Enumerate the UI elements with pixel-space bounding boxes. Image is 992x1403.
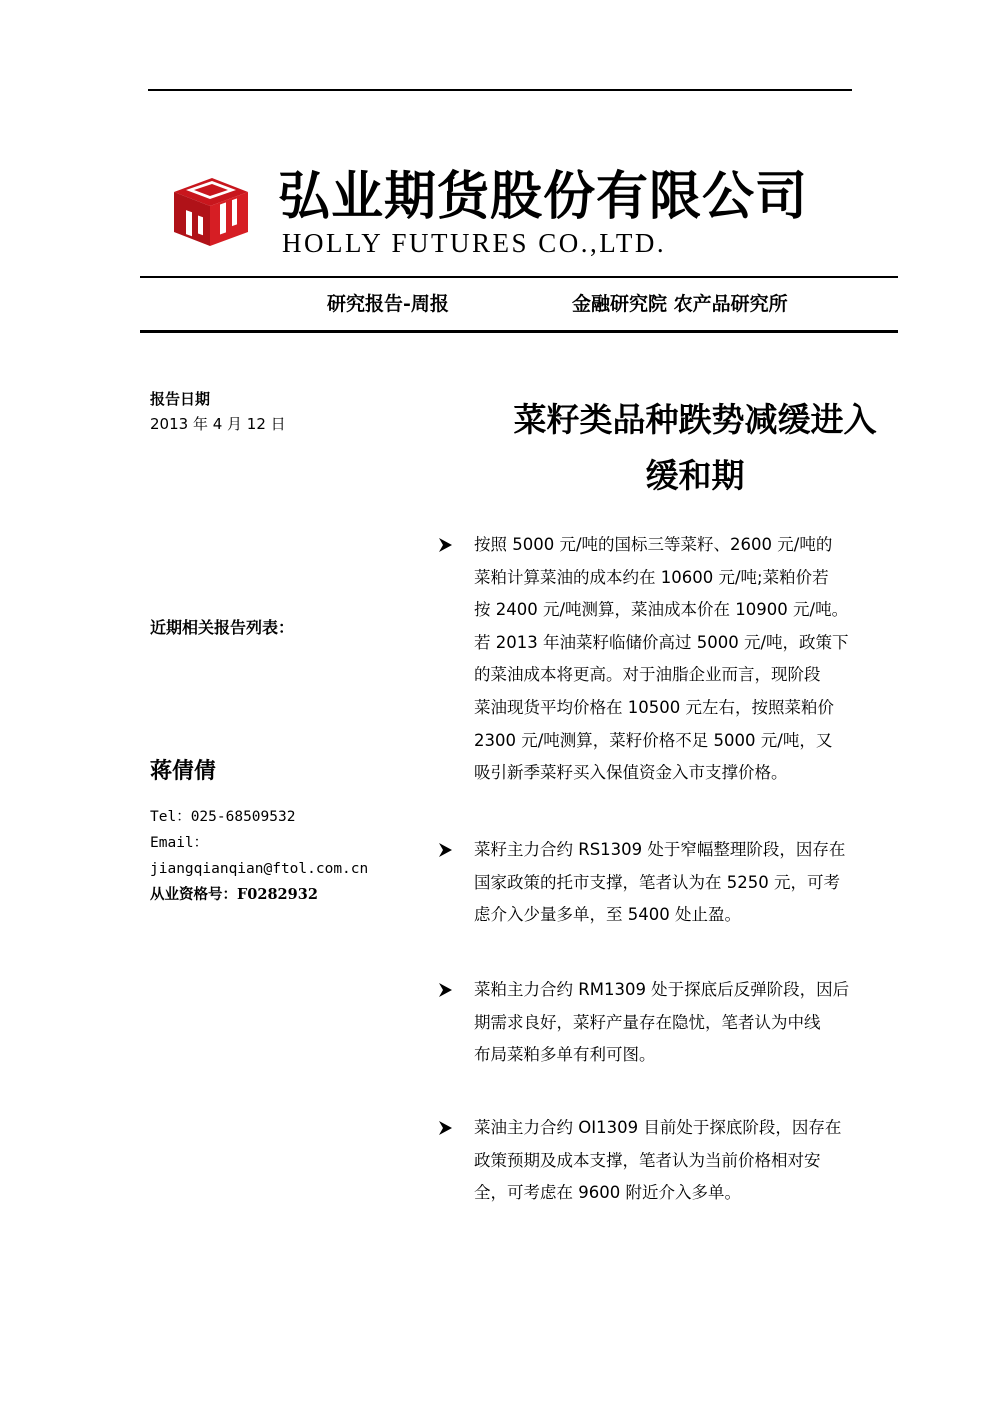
bullet-line: 按 2400 元/吨测算，菜油成本价在 10900 元/吨。 <box>474 600 849 620</box>
bullet-line: 菜油主力合约 OI1309 目前处于探底阶段，因存在 <box>474 1118 842 1137</box>
bullet-line: 虑介入少量多单，至 5400 处止盈。 <box>474 905 741 925</box>
bullet-item <box>436 529 898 791</box>
report-date: 2013 年 4 月 12 日 <box>150 415 286 433</box>
arrow-bullet-icon <box>436 1119 454 1137</box>
header-rule <box>148 89 852 91</box>
arrow-bullet-icon <box>436 536 454 554</box>
bullet-line: 政策预期及成本支撑，笔者认为当前价格相对安 <box>474 1150 821 1170</box>
related-reports-label: 近期相关报告列表： <box>150 618 295 637</box>
author-name: 蒋倩倩 <box>150 758 217 784</box>
bullet-item <box>436 1112 898 1212</box>
bullet-line: 菜粕计算菜油的成本约在 10600 元/吨;菜粕价若 <box>474 567 829 587</box>
tel: Tel：025-68509532 <box>150 809 296 825</box>
bullet-line: 吸引新季菜籽买入保值资金入市支撑价格。 <box>474 763 788 783</box>
band-rule-top <box>140 276 898 278</box>
report-title-line: 菜籽类品种跌势减缓进入 <box>513 400 877 439</box>
company-name-en: HOLLY FUTURES CO.,LTD. <box>282 228 667 258</box>
report-date-label: 报告日期 <box>150 390 211 408</box>
report-type: 研究报告-周报 <box>327 293 449 315</box>
bullet-item <box>436 834 898 934</box>
bullet-line: 布局菜粕多单有利可图。 <box>474 1045 656 1065</box>
license-number: 从业资格号：F0282932 <box>150 886 318 903</box>
bullet-line: 全，可考虑在 9600 附近介入多单。 <box>474 1183 741 1203</box>
arrow-bullet-icon <box>436 841 454 859</box>
contact-info <box>150 804 390 908</box>
bullet-text <box>474 529 898 790</box>
bullet-line: 2300 元/吨测算，菜籽价格不足 5000 元/吨，又 <box>474 730 833 750</box>
bullet-item <box>436 974 898 1074</box>
bullet-line: 期需求良好，菜籽产量存在隐忧，笔者认为中线 <box>474 1012 821 1032</box>
bullet-line: 菜油现货平均价格在 10500 元左右，按照菜粕价 <box>474 697 834 717</box>
bullet-line: 的菜油成本将更高。对于油脂企业而言，现阶段 <box>474 665 821 685</box>
band-rule-bottom <box>140 330 898 333</box>
bullet-line: 按照 5000 元/吨的国标三等菜籽、2600 元/吨的 <box>474 535 833 554</box>
email-label: Email： <box>150 835 209 851</box>
company-name-cn: 弘业期货股份有限公司 <box>278 166 809 227</box>
report-title-line: 缓和期 <box>645 456 745 495</box>
bullet-text <box>474 1112 898 1210</box>
report-title <box>470 392 920 504</box>
bullet-line: 菜粕主力合约 RM1309 处于探底后反弹阶段，因后 <box>474 980 850 999</box>
bullet-text <box>474 834 898 932</box>
bullet-line: 国家政策的托市支撑，笔者认为在 5250 元，可考 <box>474 872 840 892</box>
email[interactable]: jiangqianqian@ftol.com.cn <box>150 861 369 877</box>
bullet-text <box>474 974 898 1072</box>
department: 金融研究院 农产品研究所 <box>572 293 788 315</box>
holly-cube-logo-icon <box>172 170 250 246</box>
bullet-line: 菜籽主力合约 RS1309 处于窄幅整理阶段，因存在 <box>474 840 846 859</box>
bullet-line: 若 2013 年油菜籽临储价高过 5000 元/吨，政策下 <box>474 632 849 652</box>
arrow-bullet-icon <box>436 981 454 999</box>
